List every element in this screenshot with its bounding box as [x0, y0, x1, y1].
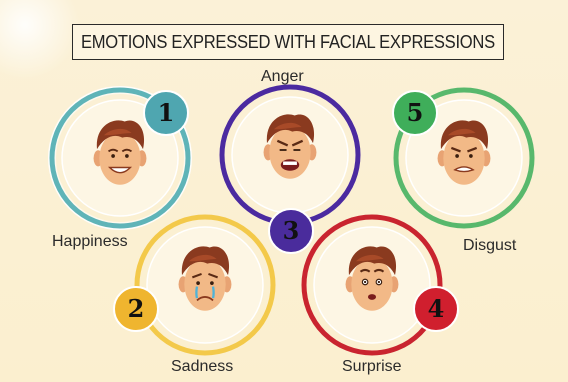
badge-happiness	[144, 91, 188, 135]
badge-number: 2	[127, 294, 145, 323]
badge-sadness	[114, 287, 158, 331]
title: EMOTIONS EXPRESSED WITH FACIAL EXPRESSIONS	[81, 31, 495, 52]
badge-number: 1	[157, 98, 175, 127]
label-anger: Anger	[261, 68, 304, 85]
label-happiness: Happiness	[52, 233, 128, 250]
label-surprise: Surprise	[342, 358, 402, 375]
badge-surprise	[414, 287, 458, 331]
badge-disgust	[393, 91, 437, 135]
badge-anger	[269, 209, 313, 253]
badge-number: 5	[406, 98, 424, 127]
label-disgust: Disgust	[463, 237, 517, 254]
badge-number: 4	[427, 294, 445, 323]
badge-number: 3	[282, 216, 300, 245]
label-sadness: Sadness	[171, 358, 234, 375]
